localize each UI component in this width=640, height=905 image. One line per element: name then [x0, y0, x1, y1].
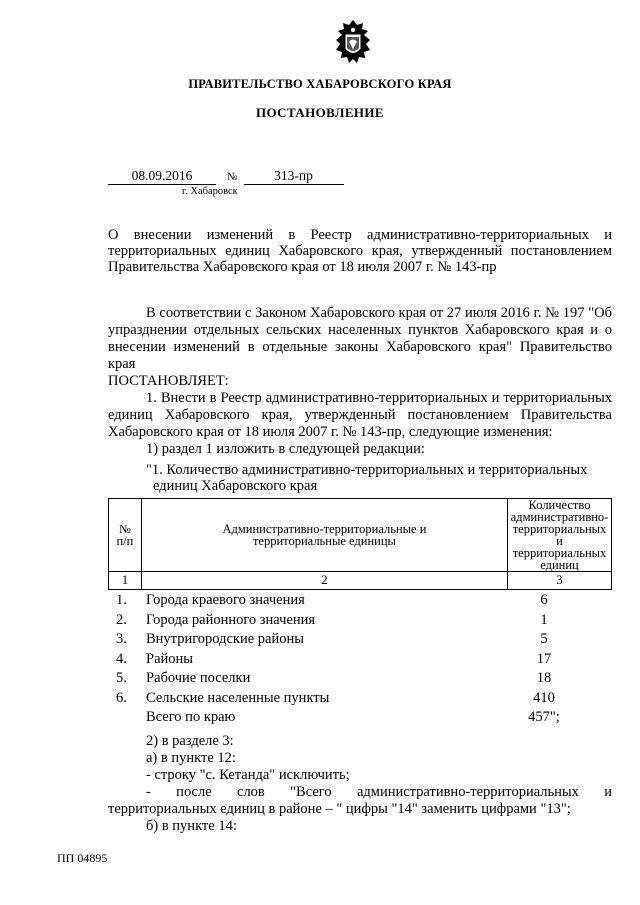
- document-code: ПП 04895: [57, 851, 108, 865]
- table-row: 1. Города краевого значения 6: [116, 592, 548, 608]
- decree-subject: О внесении изменений в Реестр административно-территориальных и территориальных единиц Хабаровского края, утвержденный постановлением Правительства Хабаровского края от 18 июля 2007 г. № 143-пр: [108, 227, 612, 275]
- table-row: 4. Районы 17: [116, 650, 552, 667]
- registry-table-header: [108, 498, 612, 590]
- column-index-2: 2: [141, 572, 507, 590]
- preamble-paragraph: В соответствии с Законом Хабаровского края от 27 июля 2016 г. № 197 "Об упразднении отдельных сельских населенных пунктов Хабаровского края и о внесении изменений в отдельные законы Хабаровского края" Правительство края: [108, 305, 612, 372]
- column-header-number: № п/п: [109, 499, 142, 572]
- decree-date: 08.09.2016: [108, 168, 216, 185]
- amendment-2a-line-2: - после слов "Всего административно-территориальных и территориальных единиц в районе – " цифры "14" заменить цифрами "13";: [108, 784, 612, 817]
- decree-date-number: [108, 168, 344, 185]
- number-sign: №: [227, 171, 238, 183]
- item-1-1-paragraph: 1) раздел 1 изложить в следующей редакции:: [146, 441, 425, 457]
- column-header-units: Административно-территориальные и территориальные единицы: [141, 499, 507, 572]
- amendment-2a-line-1: - строку "с. Кетанда" исключить;: [146, 767, 350, 783]
- column-index-3: 3: [508, 572, 612, 590]
- table-row-total: Всего по краю 457";: [146, 709, 560, 725]
- section-title-line-1: "1. Количество административно-территориальных и территориальных: [146, 462, 588, 478]
- section-title: [146, 462, 612, 494]
- table-row: 5. Рабочие поселки 18: [116, 670, 552, 686]
- section-title-line-2: единиц Хабаровского края: [153, 478, 318, 494]
- column-header-count: Количество административно-территориальных и территориальных единиц: [508, 499, 612, 572]
- table-row: 2. Города районного значения 1: [116, 611, 548, 628]
- decree-title: ПОСТАНОВЛЕНИЕ: [255, 105, 385, 120]
- decree-number: 313-пр: [244, 168, 344, 185]
- table-row: 6. Сельские населенные пункты 410: [116, 689, 555, 706]
- government-title: ПРАВИТЕЛЬСТВО ХАБАРОВСКОГО КРАЯ: [188, 77, 452, 91]
- table-row: 3. Внутригородские районы 5: [116, 631, 548, 647]
- resolves-word: ПОСТАНОВЛЯЕТ:: [108, 373, 229, 389]
- khabarovsk-coat-of-arms-icon: [330, 18, 376, 68]
- item-1-paragraph: 1. Внести в Реестр административно-территориальных и территориальных единиц Хабаровского края, утвержденный постановлением Правительства Хабаровского края от 18 июля 2007 г. № 143-пр, следующие изменения:: [108, 390, 612, 440]
- registry-table-body: [108, 592, 612, 729]
- decree-city: г. Хабаровск: [182, 186, 238, 197]
- column-index-1: 1: [109, 572, 142, 590]
- amendment-2: 2) в разделе 3:: [146, 733, 234, 749]
- amendment-2a: а) в пункте 12:: [146, 750, 236, 766]
- amendment-2b: б) в пункте 14:: [146, 818, 237, 834]
